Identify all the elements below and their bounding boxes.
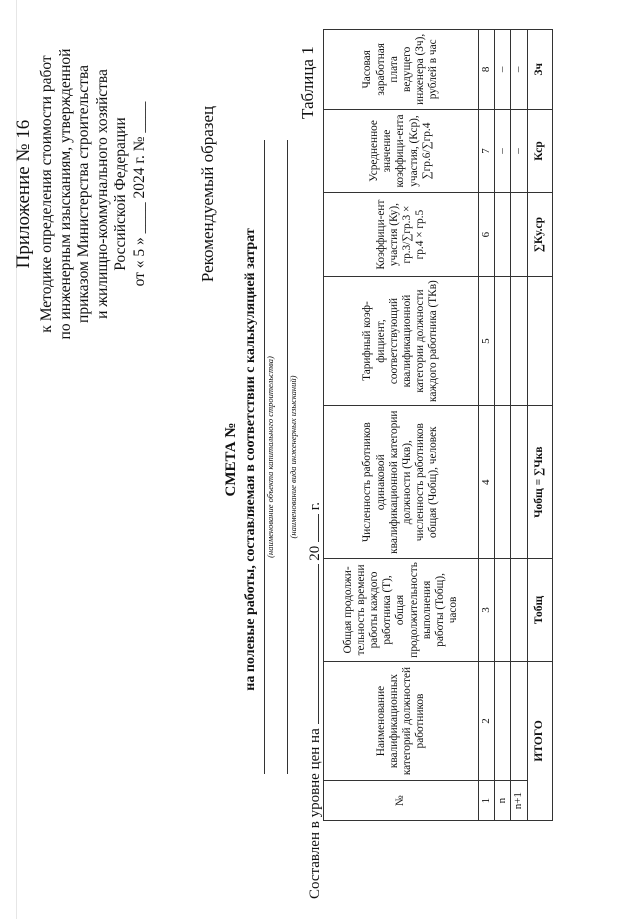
total-tariff [527,276,552,405]
table-label: Таблица 1 [298,46,317,119]
header-cell-avg-participation: Усредненное значение коэффици-ента участия, (Кср), ∑гр.6/∑гр.4 [324,109,479,193]
column-numbers-row [479,30,495,821]
price-level-year-blank [306,514,319,542]
column-number: 4 [479,406,495,559]
object-name-caption: (наименование объекта капитального строительства) [265,356,275,558]
table-cell: – [511,30,527,110]
table-cell [495,276,511,405]
header-cell-hourly-wage: Часовая заработная плата ведущего инженера (Зч), рублей в час [324,30,479,110]
column-number: 2 [479,661,495,781]
table-cell [495,193,511,277]
column-number: 5 [479,276,495,405]
price-level-year-suffix: г. [307,502,323,511]
table-cell [495,559,511,662]
total-headcount: Чобщ = ∑Чкв [527,406,552,559]
header-cell-participation: Коэффици-ент участия (Ку), гр.3/∑гр.3 × гр.4 × гр.5 [324,193,479,277]
table-row [511,30,527,821]
row-number: n [495,781,511,821]
table-cell [511,661,527,781]
table-cell [511,193,527,277]
price-level-line [306,502,324,899]
table-cell: – [495,109,511,193]
survey-type-caption: (наименование вида инженерных изысканий) [288,375,298,539]
appendix-header [12,29,149,359]
header-line-5: Российской Федерации [112,117,129,271]
appendix-number: Приложение № 16 [13,119,34,269]
column-number: 8 [479,30,495,110]
total-participation: ∑Ку.ср [527,193,552,277]
price-level-blank [306,565,319,725]
header-cell-num: № [324,781,479,821]
header-line-4: и жилищно-коммунального хозяйства [93,69,111,319]
title-line-2: на полевые работы, составляемая в соответствии с калькуляцией затрат [243,228,258,691]
total-row [527,30,552,821]
table-cell: – [495,30,511,110]
column-number: 7 [479,109,495,193]
total-label: ИТОГО [527,661,552,820]
price-level-text: Составлен в уровне цен на [307,728,323,899]
table-header-row [324,30,479,821]
table-cell: – [511,109,527,193]
table-cell [511,276,527,405]
header-line-1: к Методике определения стоимости работ [38,55,55,333]
header-cell-tariff: Тарифный коэф-фициент, соответствующий квалификационной категории должности каждого работника (ТКв) [324,276,479,405]
column-number: 1 [479,781,495,821]
total-hourly-wage: Зч [527,30,552,110]
header-line-2: по инженерным изысканиям, утвержденной [56,48,74,340]
header-cell-headcount: Численность работников одинаковой квалификационной категории должности (Чкв), численность работников общая (Чобщ), человек [324,406,479,559]
column-number: 6 [479,193,495,277]
total-duration: Тобщ [527,559,552,662]
column-number: 3 [479,559,495,662]
total-avg-participation: Кср [527,109,552,193]
table-cell [511,559,527,662]
price-level-year-prefix: 20 [307,545,323,561]
order-date-line: от « 5 » ____ 2024 г. № ____ [130,101,148,287]
table-row [495,30,511,821]
table-cell [511,406,527,559]
row-number: n+1 [511,781,527,821]
header-cell-category: Наименование квалификационных категорий должностей работников [324,661,479,781]
document-title [222,0,260,919]
table-cell [495,661,511,781]
table-cell [495,406,511,559]
header-cell-duration: Общая продолжи-тельность времени работы каждого работника (Т), общая продолжительность выполнения работы (Тобщ), часов [324,559,479,662]
header-line-3: приказом Министерства строительства [75,65,92,323]
title-line-1: СМЕТА № [223,422,239,497]
estimate-table [323,29,553,821]
recommended-sample-label: Рекомендуемый образец [198,105,217,283]
